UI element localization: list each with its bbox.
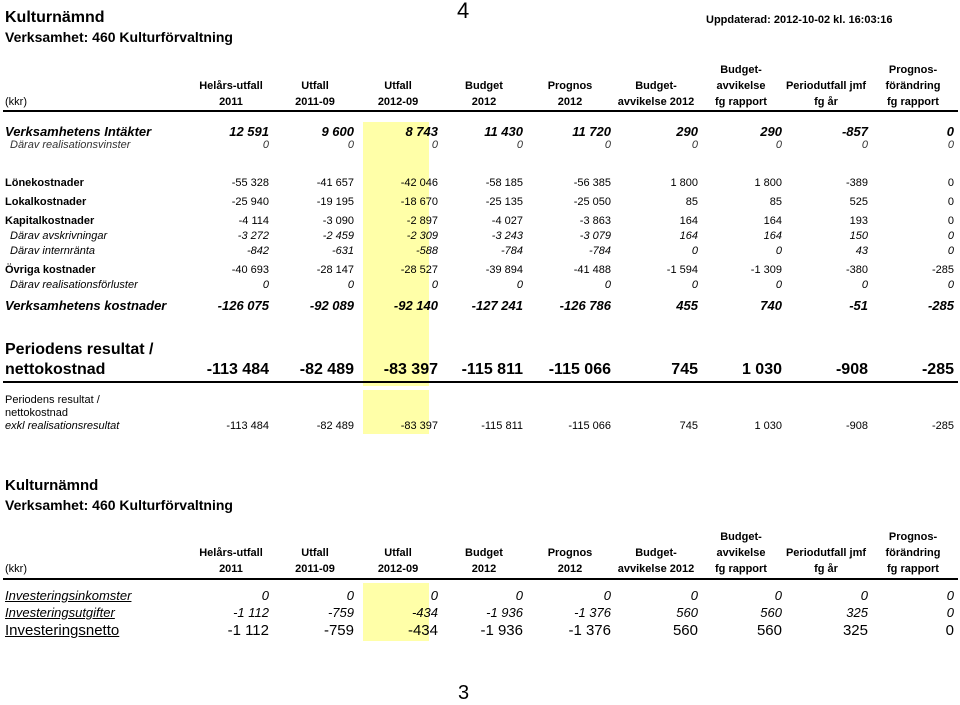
cell-value: 0 <box>946 124 954 139</box>
row-label: Därav realisationsförluster <box>10 279 138 291</box>
cell-value: -1 936 <box>486 605 523 620</box>
cell-value: -115 811 <box>481 420 523 432</box>
row-label: Övriga kostnader <box>5 264 96 276</box>
cell-value: 0 <box>947 279 954 291</box>
column-header-2-line2: Utfall <box>301 80 329 92</box>
cell-value: -3 272 <box>237 230 269 242</box>
cell-value: 0 <box>516 139 523 151</box>
cell-value: -18 670 <box>400 196 438 208</box>
cell-value: 164 <box>763 230 782 242</box>
column-header-3-line2: Utfall <box>384 80 412 92</box>
column-header-1-line3: 2011 <box>219 563 243 575</box>
row-label: nettokostnad <box>5 361 106 378</box>
column-header-7-line3: fg rapport <box>715 96 767 108</box>
cell-value: -55 328 <box>231 177 269 189</box>
cell-value: -25 135 <box>485 196 523 208</box>
cell-value: -25 940 <box>231 196 269 208</box>
cell-value: -113 484 <box>226 420 269 432</box>
column-header-9-line2: förändring <box>885 547 941 559</box>
cell-value: 43 <box>855 245 868 257</box>
cell-value: 0 <box>516 279 523 291</box>
row-label: Investeringsinkomster <box>5 588 132 603</box>
cell-value: 85 <box>685 196 698 208</box>
cell-value: 290 <box>760 124 782 139</box>
cell-value: -3 863 <box>579 215 611 227</box>
cell-value: -42 046 <box>400 177 438 189</box>
cell-value: 12 591 <box>229 124 269 139</box>
cell-value: -41 657 <box>316 177 354 189</box>
cell-value: -115 066 <box>548 361 611 378</box>
cell-value: -56 385 <box>573 177 611 189</box>
cell-value: -631 <box>331 245 354 257</box>
header-divider-section-2 <box>3 578 958 580</box>
column-header-9-line3: fg rapport <box>887 563 939 575</box>
cell-value: -51 <box>849 298 868 313</box>
cell-value: 150 <box>849 230 868 242</box>
cell-value: 740 <box>760 298 782 313</box>
cell-value: 0 <box>262 279 269 291</box>
cell-value: 11 720 <box>572 124 611 139</box>
cell-value: 0 <box>604 279 611 291</box>
cell-value: 0 <box>691 245 698 257</box>
unit-label-section-2: (kkr) <box>5 563 27 575</box>
top-page-number: 4 <box>457 0 470 23</box>
column-header-6-line3: avvikelse 2012 <box>617 563 695 575</box>
column-header-4-line2: Budget <box>465 80 503 92</box>
cell-value: -2 897 <box>406 215 438 227</box>
column-header-2-line3: 2011-09 <box>295 96 335 108</box>
row-label: Investeringsnetto <box>5 622 120 639</box>
cell-value: 164 <box>763 215 782 227</box>
cell-value: -113 484 <box>206 361 269 378</box>
cell-value: -285 <box>931 420 954 432</box>
cell-value: 164 <box>679 230 698 242</box>
cell-value: 0 <box>946 588 954 603</box>
cell-value: -908 <box>835 361 868 378</box>
cell-value: 1 030 <box>741 361 782 378</box>
cell-value: -3 243 <box>491 230 523 242</box>
column-header-7-line2: avvikelse <box>716 80 766 92</box>
cell-value: -126 786 <box>559 298 611 313</box>
column-header-3-line3: 2012-09 <box>377 96 419 108</box>
cell-value: -842 <box>246 245 269 257</box>
cell-value: -28 527 <box>400 264 438 276</box>
cell-value: 0 <box>262 139 269 151</box>
column-header-8-line3: fg år <box>814 96 838 108</box>
column-header-1-line2: Helårs-utfall <box>199 547 263 559</box>
cell-value: -1 376 <box>568 622 611 639</box>
cell-value: -115 811 <box>461 361 523 378</box>
column-header-8-line2: Periodutfall jmf <box>785 80 867 92</box>
cell-value: 0 <box>947 139 954 151</box>
cell-value: 0 <box>861 279 868 291</box>
cell-value: -92 140 <box>393 298 438 313</box>
cell-value: 0 <box>691 279 698 291</box>
column-header-9-line1: Prognos- <box>888 64 938 76</box>
column-header-7-line1: Budget- <box>720 531 762 543</box>
cell-value: 525 <box>849 196 868 208</box>
column-header-3-line3: 2012-09 <box>377 563 419 575</box>
column-header-1-line3: 2011 <box>219 96 243 108</box>
cell-value: -1 594 <box>666 264 698 276</box>
cell-value: 11 430 <box>484 124 523 139</box>
cell-value: 0 <box>603 588 611 603</box>
row-label: Verksamhetens Intäkter <box>5 124 152 139</box>
cell-value: -19 195 <box>316 196 354 208</box>
cell-value: 0 <box>946 605 954 620</box>
cell-value: -380 <box>845 264 868 276</box>
cell-value: 0 <box>691 139 698 151</box>
cell-value: 0 <box>947 177 954 189</box>
column-header-5-line2: Prognos <box>547 80 593 92</box>
cell-value: 0 <box>261 588 269 603</box>
row-label: Periodens resultat / <box>5 394 100 406</box>
cell-value: -857 <box>841 124 868 139</box>
cell-value: -82 489 <box>316 420 354 432</box>
cell-value: -58 185 <box>485 177 523 189</box>
cell-value: -1 112 <box>233 605 269 620</box>
cell-value: 0 <box>860 588 868 603</box>
cell-value: -434 <box>411 605 438 620</box>
cell-value: -28 147 <box>316 264 354 276</box>
cell-value: 8 743 <box>405 124 438 139</box>
cell-value: 0 <box>945 622 954 639</box>
cell-value: 1 030 <box>754 420 782 432</box>
cell-value: -285 <box>921 361 954 378</box>
column-header-8-line2: Periodutfall jmf <box>785 547 867 559</box>
cell-value: -1 936 <box>480 622 523 639</box>
cell-value: 0 <box>947 215 954 227</box>
cell-value: -127 241 <box>471 298 523 313</box>
column-header-7-line1: Budget- <box>720 64 762 76</box>
cell-value: -3 079 <box>579 230 611 242</box>
cell-value: 0 <box>947 196 954 208</box>
cell-value: -2 309 <box>406 230 438 242</box>
cell-value: -3 090 <box>322 215 354 227</box>
row-label: Därav internränta <box>10 245 95 257</box>
column-header-6-line3: avvikelse 2012 <box>617 96 695 108</box>
column-header-6-line2: Budget- <box>635 547 677 559</box>
column-header-6-line2: Budget- <box>635 80 677 92</box>
cell-value: 0 <box>690 588 698 603</box>
header-divider <box>3 110 958 112</box>
cell-value: -92 089 <box>309 298 354 313</box>
cell-value: -784 <box>588 245 611 257</box>
cell-value: 745 <box>679 420 698 432</box>
cell-value: 164 <box>679 215 698 227</box>
cell-value: -82 489 <box>299 361 354 378</box>
section-2-title: Kulturnämnd <box>5 477 99 494</box>
cell-value: 0 <box>775 279 782 291</box>
cell-value: 560 <box>756 622 782 639</box>
cell-value: 0 <box>347 279 354 291</box>
cell-value: 0 <box>431 139 438 151</box>
cell-value: -2 459 <box>322 230 354 242</box>
row-label: Lönekostnader <box>5 177 84 189</box>
row-label: Kapitalkostnader <box>5 215 95 227</box>
cell-value: -759 <box>327 605 354 620</box>
cell-value: -784 <box>500 245 523 257</box>
cell-value: -1 112 <box>227 622 269 639</box>
cell-value: 745 <box>671 361 698 378</box>
row-label: nettokostnad <box>5 407 68 419</box>
cell-value: 0 <box>515 588 523 603</box>
column-header-3-line2: Utfall <box>384 547 412 559</box>
column-header-4-line3: 2012 <box>471 96 497 108</box>
cell-value: 560 <box>760 605 782 620</box>
row-label: exkl realisationsresultat <box>5 420 120 432</box>
cell-value: -83 397 <box>383 361 438 378</box>
page-subtitle: Verksamhet: 460 Kulturförvaltning <box>5 29 233 45</box>
cell-value: 290 <box>676 124 698 139</box>
cell-value: -588 <box>415 245 438 257</box>
column-header-4-line3: 2012 <box>471 563 497 575</box>
row-label: Investeringsutgifter <box>5 605 115 620</box>
cell-value: 85 <box>769 196 782 208</box>
table-divider <box>3 381 958 383</box>
cell-value: 0 <box>775 245 782 257</box>
column-header-5-line3: 2012 <box>557 563 583 575</box>
column-header-7-line3: fg rapport <box>715 563 767 575</box>
column-header-2-line2: Utfall <box>301 547 329 559</box>
column-header-9-line2: förändring <box>885 80 941 92</box>
column-header-5-line3: 2012 <box>557 96 583 108</box>
cell-value: -1 376 <box>574 605 611 620</box>
cell-value: -285 <box>931 264 954 276</box>
cell-value: 560 <box>672 622 698 639</box>
cell-value: -40 693 <box>231 264 269 276</box>
cell-value: -4 114 <box>238 215 269 227</box>
column-header-5-line2: Prognos <box>547 547 593 559</box>
cell-value: -25 050 <box>573 196 611 208</box>
cell-value: 0 <box>775 139 782 151</box>
row-label: Därav avskrivningar <box>10 230 108 242</box>
bottom-page-number: 3 <box>458 682 470 704</box>
column-header-4-line2: Budget <box>465 547 503 559</box>
cell-value: 560 <box>676 605 698 620</box>
column-header-9-line3: fg rapport <box>887 96 939 108</box>
cell-value: 0 <box>604 139 611 151</box>
updated-timestamp: Uppdaterad: 2012-10-02 kl. 16:03:16 <box>706 14 893 26</box>
row-label: Lokalkostnader <box>5 196 87 208</box>
unit-label: (kkr) <box>5 96 27 108</box>
column-header-7-line2: avvikelse <box>716 547 766 559</box>
cell-value: 455 <box>676 298 698 313</box>
cell-value: -434 <box>407 622 438 639</box>
cell-value: -41 488 <box>573 264 611 276</box>
row-label: Periodens resultat / <box>5 341 154 358</box>
cell-value: -1 309 <box>750 264 782 276</box>
column-header-8-line3: fg år <box>814 563 838 575</box>
cell-value: 0 <box>430 588 438 603</box>
cell-value: -389 <box>845 177 868 189</box>
cell-value: 325 <box>846 605 868 620</box>
cell-value: 9 600 <box>321 124 354 139</box>
cell-value: 1 800 <box>754 177 782 189</box>
column-header-1-line2: Helårs-utfall <box>199 80 263 92</box>
cell-value: -115 066 <box>568 420 611 432</box>
cell-value: 193 <box>849 215 868 227</box>
cell-value: 0 <box>774 588 782 603</box>
cell-value: -4 027 <box>491 215 523 227</box>
cell-value: -83 397 <box>400 420 438 432</box>
cell-value: -759 <box>323 622 354 639</box>
cell-value: 1 800 <box>670 177 698 189</box>
page-title: Kulturnämnd <box>5 9 105 26</box>
column-header-2-line3: 2011-09 <box>295 563 335 575</box>
section-2-subtitle: Verksamhet: 460 Kulturförvaltning <box>5 497 233 513</box>
row-label: Verksamhetens kostnader <box>5 298 167 313</box>
cell-value: -39 894 <box>485 264 523 276</box>
cell-value: 0 <box>947 230 954 242</box>
cell-value: 0 <box>947 245 954 257</box>
cell-value: 0 <box>861 139 868 151</box>
cell-value: -126 075 <box>217 298 269 313</box>
cell-value: -285 <box>927 298 954 313</box>
cell-value: 0 <box>347 139 354 151</box>
column-header-9-line1: Prognos- <box>888 531 938 543</box>
cell-value: -908 <box>845 420 868 432</box>
cell-value: 0 <box>431 279 438 291</box>
row-label: Därav realisationsvinster <box>10 139 131 151</box>
cell-value: 325 <box>842 622 868 639</box>
cell-value: 0 <box>346 588 354 603</box>
